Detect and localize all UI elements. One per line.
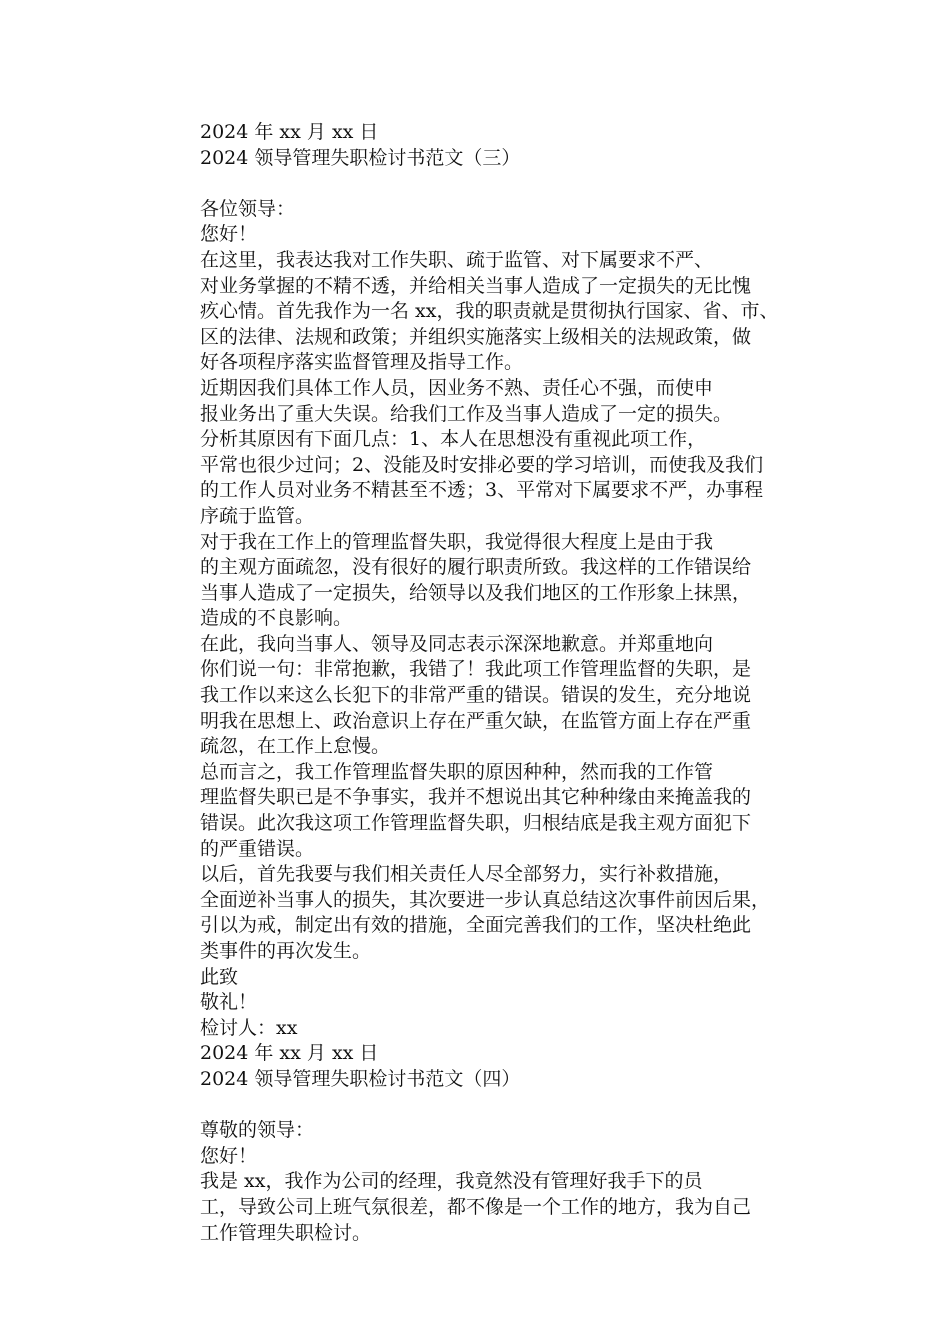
- paragraph-line: 引以为戒，制定出有效的措施，全面完善我们的工作，坚决杜绝此: [200, 914, 752, 937]
- closing-line: 此致: [200, 965, 239, 988]
- section-title: 2024 领导管理失职检讨书范文（四）: [200, 1067, 521, 1090]
- paragraph: [200, 862, 820, 964]
- paragraph-line: 好各项程序落实监督管理及指导工作。: [200, 351, 524, 374]
- paragraph-line: 工作管理失职检讨。: [200, 1221, 372, 1244]
- paragraph-line: 对于我在工作上的管理监督失职，我觉得很大程度上是由于我: [200, 530, 714, 553]
- paragraph-line: 疏忽，在工作上怠慢。: [200, 735, 391, 758]
- paragraph-line: 全面逆补当事人的损失，其次要进一步认真总结这次事件前因后果，: [200, 888, 771, 911]
- paragraph-line: 近期因我们具体工作人员，因业务不熟、责任心不强，而使申: [200, 376, 714, 399]
- paragraph: [200, 376, 820, 427]
- paragraph-line: 分析其原因有下面几点：1、本人在思想没有重视此项工作，: [200, 428, 707, 451]
- paragraph-line: 我是 xx，我作为公司的经理，我竟然没有管理好我手下的员: [200, 1170, 703, 1193]
- paragraph-line: 平常也很少过问；2、没能及时安排必要的学习培训，而使我及我们: [200, 453, 764, 476]
- paragraph-line: 区的法律、法规和政策；并组织实施落实上级相关的法规政策，做: [200, 325, 752, 348]
- paragraph: [200, 632, 820, 760]
- greeting: 您好！: [200, 1144, 258, 1167]
- signer-line: 检讨人：xx: [200, 1016, 298, 1039]
- paragraph: [200, 530, 820, 632]
- closing-salute: 敬礼！: [200, 991, 258, 1014]
- paragraph: [200, 760, 820, 862]
- letter-body: [200, 1169, 820, 1246]
- blank-line: [200, 1093, 820, 1119]
- paragraph-line: 的严重错误。: [200, 837, 315, 860]
- paragraph-line: 总而言之，我工作管理监督失职的原因种种，然而我的工作管: [200, 760, 714, 783]
- paragraph-line: 的工作人员对业务不精甚至不透；3、平常对下属要求不严，办事程: [200, 479, 764, 502]
- document-page: [200, 120, 820, 1246]
- salutation: 尊敬的领导：: [200, 1119, 315, 1142]
- blank-line: [200, 171, 820, 197]
- paragraph: [200, 248, 820, 376]
- date-line: 2024 年 xx 月 xx 日: [200, 121, 379, 143]
- date-line: 2024 年 xx 月 xx 日: [200, 1042, 379, 1065]
- paragraph-line: 对业务掌握的不精不透，并给相关当事人造成了一定损失的无比愧: [200, 274, 752, 297]
- letter-body: [200, 248, 820, 965]
- paragraph-line: 以后，首先我要与我们相关责任人尽全部努力，实行补救措施，: [200, 863, 733, 886]
- paragraph-line: 类事件的再次发生。: [200, 940, 372, 962]
- paragraph-line: 序疏于监管。: [200, 504, 315, 527]
- paragraph-line: 的主观方面疏忽，没有很好的履行职责所致。我这样的工作错误给: [200, 556, 752, 579]
- section-title: 2024 领导管理失职检讨书范文（三）: [200, 146, 521, 169]
- paragraph: [200, 427, 820, 529]
- paragraph-line: 当事人造成了一定损失，给领导以及我们地区的工作形象上抹黑，: [200, 581, 752, 604]
- paragraph-line: 造成的不良影响。: [200, 607, 353, 630]
- paragraph: [200, 1169, 820, 1246]
- paragraph-line: 理监督失职已是不争事实，我并不想说出其它种种缘由来掩盖我的: [200, 786, 752, 809]
- salutation: 各位领导：: [200, 197, 296, 220]
- paragraph-line: 你们说一句：非常抱歉，我错了！我此项工作管理监督的失职，是: [200, 658, 752, 681]
- paragraph-line: 我工作以来这么长犯下的非常严重的错误。错误的发生，充分地说: [200, 684, 752, 707]
- paragraph-line: 工，导致公司上班气氛很差，都不像是一个工作的地方，我为自己: [200, 1195, 752, 1218]
- greeting: 您好！: [200, 223, 258, 246]
- paragraph-line: 错误。此次我这项工作管理监督失职，归根结底是我主观方面犯下: [200, 812, 752, 835]
- paragraph-line: 明我在思想上、政治意识上存在严重欠缺，在监管方面上存在严重: [200, 709, 752, 732]
- paragraph-line: 在此，我向当事人、领导及同志表示深深地歉意。并郑重地向: [200, 632, 714, 655]
- paragraph-line: 疚心情。首先我作为一名 xx，我的职责就是贯彻执行国家、省、市、: [200, 300, 779, 323]
- paragraph-line: 在这里，我表达我对工作失职、疏于监管、对下属要求不严、: [200, 248, 714, 271]
- paragraph-line: 报业务出了重大失误。给我们工作及当事人造成了一定的损失。: [200, 402, 733, 425]
